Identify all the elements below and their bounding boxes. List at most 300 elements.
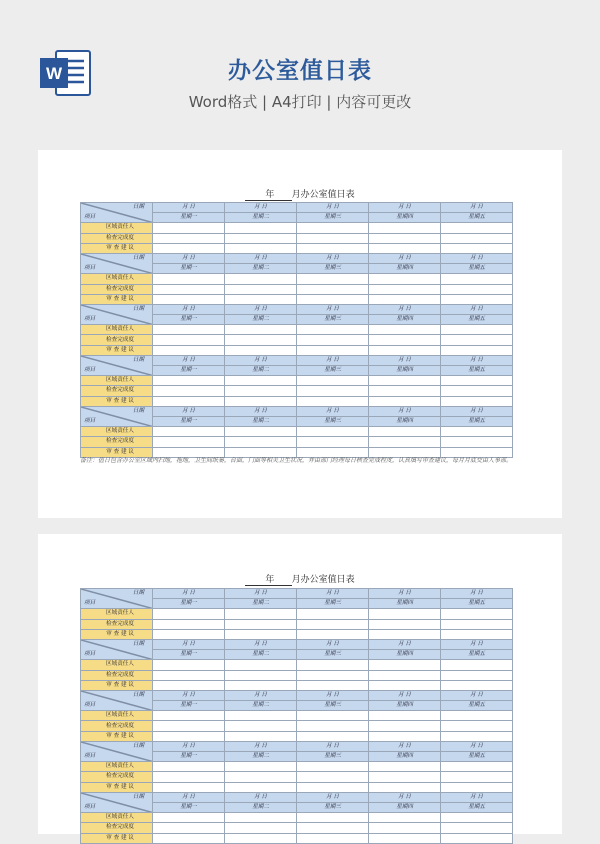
entry-cell[interactable] xyxy=(369,243,441,253)
table-row xyxy=(81,823,513,833)
entry-cell[interactable] xyxy=(297,721,369,731)
entry-cell[interactable] xyxy=(297,223,369,233)
entry-cell[interactable] xyxy=(225,609,297,619)
entry-cell[interactable] xyxy=(297,396,369,406)
date-cell: 月 日 xyxy=(441,253,513,263)
corner-date-label: 日期 xyxy=(132,356,144,363)
table-row xyxy=(81,437,513,447)
entry-cell[interactable] xyxy=(297,660,369,670)
date-row xyxy=(81,203,513,213)
entry-cell[interactable] xyxy=(153,396,225,406)
row-label: 区域责任人 xyxy=(81,711,153,721)
corner-date-label: 日期 xyxy=(132,640,144,647)
row-label: 审 查 建 议 xyxy=(81,680,153,690)
entry-cell[interactable] xyxy=(369,274,441,284)
remark-note: 备注：值日包含办公室区域内扫地，拖地，卫生间纸篓，台面，门面等相关卫生状况，并由部门经理每日核查完成程度，认真填写审查建议，每月月底交由人事部。 xyxy=(80,457,513,464)
weekday-cell: 星期一 xyxy=(153,650,225,660)
entry-cell[interactable] xyxy=(297,711,369,721)
corner-date-label: 日期 xyxy=(132,590,144,596)
entry-cell[interactable] xyxy=(225,274,297,284)
entry-cell[interactable] xyxy=(225,619,297,629)
entry-cell[interactable] xyxy=(153,619,225,629)
date-row xyxy=(81,355,513,365)
date-cell: 月 日 xyxy=(225,304,297,314)
entry-cell[interactable] xyxy=(297,833,369,843)
weekday-cell: 星期二 xyxy=(225,599,297,609)
entry-cell[interactable] xyxy=(441,376,513,386)
entry-cell[interactable] xyxy=(153,345,225,355)
date-cell: 月 日 xyxy=(441,406,513,416)
corner-date-label: 日期 xyxy=(132,793,144,800)
entry-cell[interactable] xyxy=(225,629,297,639)
date-cell: 月 日 xyxy=(441,690,513,700)
entry-cell[interactable] xyxy=(153,233,225,243)
entry-cell[interactable] xyxy=(225,345,297,355)
corner-item-label: 项目 xyxy=(84,651,96,658)
date-cell: 月 日 xyxy=(225,355,297,365)
table-row xyxy=(81,345,513,355)
weekday-cell: 星期五 xyxy=(441,599,513,609)
date-cell: 月 日 xyxy=(369,741,441,751)
corner-date-label: 日期 xyxy=(132,742,144,749)
date-cell: 月 日 xyxy=(369,639,441,649)
entry-cell[interactable] xyxy=(441,762,513,772)
table-row xyxy=(81,274,513,284)
entry-cell[interactable] xyxy=(297,386,369,396)
weekday-cell: 星期二 xyxy=(225,213,297,223)
entry-cell[interactable] xyxy=(225,762,297,772)
entry-cell[interactable] xyxy=(441,233,513,243)
corner-header-cell xyxy=(81,589,153,609)
entry-cell[interactable] xyxy=(225,284,297,294)
entry-cell[interactable] xyxy=(369,386,441,396)
entry-cell[interactable] xyxy=(297,233,369,243)
entry-cell[interactable] xyxy=(441,243,513,253)
weekday-cell: 星期五 xyxy=(441,752,513,762)
corner-date-label: 日期 xyxy=(132,254,144,261)
entry-cell[interactable] xyxy=(369,345,441,355)
entry-cell[interactable] xyxy=(369,294,441,304)
row-label: 审 查 建 议 xyxy=(81,782,153,792)
weekday-cell: 星期三 xyxy=(297,416,369,426)
entry-cell[interactable] xyxy=(153,427,225,437)
entry-cell[interactable] xyxy=(225,223,297,233)
weekday-cell: 星期四 xyxy=(369,213,441,223)
weekday-cell: 星期五 xyxy=(441,315,513,325)
entry-cell[interactable] xyxy=(441,609,513,619)
entry-cell[interactable] xyxy=(297,284,369,294)
table-row xyxy=(81,386,513,396)
entry-cell[interactable] xyxy=(225,427,297,437)
table-row xyxy=(81,294,513,304)
table-row xyxy=(81,721,513,731)
entry-cell[interactable] xyxy=(441,813,513,823)
entry-cell[interactable] xyxy=(369,813,441,823)
entry-cell[interactable] xyxy=(369,782,441,792)
date-cell: 月 日 xyxy=(225,406,297,416)
weekday-cell: 星期一 xyxy=(153,701,225,711)
entry-cell[interactable] xyxy=(297,762,369,772)
entry-cell[interactable] xyxy=(297,731,369,741)
date-row xyxy=(81,639,513,649)
entry-cell[interactable] xyxy=(225,813,297,823)
entry-cell[interactable] xyxy=(225,680,297,690)
entry-cell[interactable] xyxy=(441,619,513,629)
entry-cell[interactable] xyxy=(441,223,513,233)
corner-item-label: 项目 xyxy=(84,316,96,323)
entry-cell[interactable] xyxy=(225,670,297,680)
entry-cell[interactable] xyxy=(369,223,441,233)
weekday-cell: 星期四 xyxy=(369,752,441,762)
entry-cell[interactable] xyxy=(441,427,513,437)
entry-cell[interactable] xyxy=(441,660,513,670)
entry-cell[interactable] xyxy=(441,274,513,284)
table-row xyxy=(81,782,513,792)
entry-cell[interactable] xyxy=(369,325,441,335)
date-cell: 月 日 xyxy=(297,355,369,365)
date-cell: 月 日 xyxy=(297,203,369,213)
date-cell: 月 日 xyxy=(225,253,297,263)
entry-cell[interactable] xyxy=(225,335,297,345)
corner-item-label: 项目 xyxy=(84,214,96,221)
date-row xyxy=(81,589,513,599)
table-row xyxy=(81,396,513,406)
entry-cell[interactable] xyxy=(297,335,369,345)
table-row xyxy=(81,427,513,437)
entry-cell[interactable] xyxy=(297,437,369,447)
entry-cell[interactable] xyxy=(153,823,225,833)
date-cell: 月 日 xyxy=(297,741,369,751)
weekday-cell: 星期三 xyxy=(297,599,369,609)
date-cell: 月 日 xyxy=(297,589,369,599)
entry-cell[interactable] xyxy=(441,629,513,639)
entry-cell[interactable] xyxy=(153,721,225,731)
weekday-cell: 星期一 xyxy=(153,599,225,609)
entry-cell[interactable] xyxy=(153,762,225,772)
date-row xyxy=(81,792,513,802)
table-row xyxy=(81,680,513,690)
entry-cell[interactable] xyxy=(369,233,441,243)
entry-cell[interactable] xyxy=(153,782,225,792)
weekday-cell: 星期三 xyxy=(297,752,369,762)
table-row xyxy=(81,619,513,629)
weekday-cell: 星期二 xyxy=(225,650,297,660)
date-cell: 月 日 xyxy=(369,253,441,263)
row-label: 检查完成度 xyxy=(81,233,153,243)
entry-cell[interactable] xyxy=(153,772,225,782)
corner-header-cell xyxy=(81,639,153,659)
date-row xyxy=(81,304,513,314)
entry-cell[interactable] xyxy=(441,437,513,447)
entry-cell[interactable] xyxy=(441,386,513,396)
entry-cell[interactable] xyxy=(369,629,441,639)
entry-cell[interactable] xyxy=(225,772,297,782)
entry-cell[interactable] xyxy=(441,345,513,355)
entry-cell[interactable] xyxy=(153,670,225,680)
corner-header-cell xyxy=(81,203,153,223)
entry-cell[interactable] xyxy=(297,345,369,355)
date-cell: 月 日 xyxy=(153,690,225,700)
entry-cell[interactable] xyxy=(225,660,297,670)
entry-cell[interactable] xyxy=(153,731,225,741)
date-cell: 月 日 xyxy=(153,589,225,599)
row-label: 检查完成度 xyxy=(81,284,153,294)
corner-item-label: 项目 xyxy=(84,367,96,374)
date-cell: 月 日 xyxy=(441,355,513,365)
entry-cell[interactable] xyxy=(441,823,513,833)
date-cell: 月 日 xyxy=(369,690,441,700)
date-cell: 月 日 xyxy=(153,355,225,365)
entry-cell[interactable] xyxy=(369,619,441,629)
entry-cell[interactable] xyxy=(369,660,441,670)
corner-item-label: 项目 xyxy=(84,418,96,425)
entry-cell[interactable] xyxy=(297,813,369,823)
entry-cell[interactable] xyxy=(369,772,441,782)
weekday-cell: 星期三 xyxy=(297,701,369,711)
corner-header-cell xyxy=(81,304,153,324)
row-label: 区域责任人 xyxy=(81,325,153,335)
corner-date-label: 日期 xyxy=(132,204,144,210)
entry-cell[interactable] xyxy=(369,396,441,406)
entry-cell[interactable] xyxy=(297,670,369,680)
corner-header-cell xyxy=(81,741,153,761)
entry-cell[interactable] xyxy=(225,376,297,386)
table-row xyxy=(81,772,513,782)
row-label: 检查完成度 xyxy=(81,721,153,731)
entry-cell[interactable] xyxy=(441,396,513,406)
entry-cell[interactable] xyxy=(369,376,441,386)
table-row xyxy=(81,243,513,253)
entry-cell[interactable] xyxy=(153,711,225,721)
weekday-cell: 星期五 xyxy=(441,701,513,711)
entry-cell[interactable] xyxy=(441,711,513,721)
weekday-cell: 星期二 xyxy=(225,366,297,376)
document-title: 年 月办公室值日表 xyxy=(38,572,562,586)
entry-cell[interactable] xyxy=(369,609,441,619)
entry-cell[interactable] xyxy=(297,782,369,792)
entry-cell[interactable] xyxy=(297,680,369,690)
corner-header-cell xyxy=(81,792,153,812)
entry-cell[interactable] xyxy=(369,833,441,843)
weekday-cell: 星期五 xyxy=(441,213,513,223)
table-row xyxy=(81,711,513,721)
date-cell: 月 日 xyxy=(441,792,513,802)
date-cell: 月 日 xyxy=(369,304,441,314)
entry-cell[interactable] xyxy=(369,335,441,345)
entry-cell[interactable] xyxy=(441,772,513,782)
weekday-cell: 星期二 xyxy=(225,752,297,762)
entry-cell[interactable] xyxy=(153,274,225,284)
table-row xyxy=(81,660,513,670)
weekday-cell: 星期四 xyxy=(369,264,441,274)
weekday-cell: 星期三 xyxy=(297,802,369,812)
weekday-cell: 星期三 xyxy=(297,650,369,660)
page-subtitle: Word格式 | A4打印 | 内容可更改 xyxy=(188,93,412,111)
entry-cell[interactable] xyxy=(153,833,225,843)
corner-date-label: 日期 xyxy=(132,407,144,414)
entry-cell[interactable] xyxy=(369,680,441,690)
row-label: 区域责任人 xyxy=(81,223,153,233)
weekday-cell: 星期四 xyxy=(369,701,441,711)
entry-cell[interactable] xyxy=(153,629,225,639)
entry-cell[interactable] xyxy=(297,274,369,284)
entry-cell[interactable] xyxy=(225,782,297,792)
corner-date-label: 日期 xyxy=(132,305,144,312)
row-label: 审 查 建 议 xyxy=(81,294,153,304)
date-cell: 月 日 xyxy=(369,203,441,213)
entry-cell[interactable] xyxy=(225,386,297,396)
row-label: 审 查 建 议 xyxy=(81,345,153,355)
entry-cell[interactable] xyxy=(225,731,297,741)
row-label: 检查完成度 xyxy=(81,619,153,629)
date-cell: 月 日 xyxy=(441,304,513,314)
entry-cell[interactable] xyxy=(369,437,441,447)
row-label: 区域责任人 xyxy=(81,660,153,670)
row-label: 检查完成度 xyxy=(81,670,153,680)
row-label: 审 查 建 议 xyxy=(81,243,153,253)
entry-cell[interactable] xyxy=(153,609,225,619)
entry-cell[interactable] xyxy=(153,223,225,233)
entry-cell[interactable] xyxy=(225,325,297,335)
entry-cell[interactable] xyxy=(297,629,369,639)
date-cell: 月 日 xyxy=(153,792,225,802)
row-label: 检查完成度 xyxy=(81,335,153,345)
corner-item-label: 项目 xyxy=(84,702,96,709)
document-page-2 xyxy=(38,534,562,841)
entry-cell[interactable] xyxy=(153,813,225,823)
weekday-cell: 星期三 xyxy=(297,315,369,325)
entry-cell[interactable] xyxy=(297,294,369,304)
weekday-cell: 星期四 xyxy=(369,599,441,609)
table-row xyxy=(81,833,513,843)
date-cell: 月 日 xyxy=(297,406,369,416)
table-row xyxy=(81,325,513,335)
entry-cell[interactable] xyxy=(369,670,441,680)
duty-table xyxy=(80,588,513,844)
date-cell: 月 日 xyxy=(441,589,513,599)
entry-cell[interactable] xyxy=(153,325,225,335)
weekday-cell: 星期二 xyxy=(225,416,297,426)
entry-cell[interactable] xyxy=(441,721,513,731)
date-cell: 月 日 xyxy=(441,639,513,649)
corner-header-cell xyxy=(81,253,153,273)
date-cell: 月 日 xyxy=(441,203,513,213)
table-row xyxy=(81,223,513,233)
entry-cell[interactable] xyxy=(369,731,441,741)
entry-cell[interactable] xyxy=(441,325,513,335)
entry-cell[interactable] xyxy=(369,762,441,772)
document-page-1 xyxy=(38,150,562,518)
entry-cell[interactable] xyxy=(153,437,225,447)
entry-cell[interactable] xyxy=(441,670,513,680)
entry-cell[interactable] xyxy=(153,335,225,345)
corner-header-cell xyxy=(81,690,153,710)
entry-cell[interactable] xyxy=(297,619,369,629)
row-label: 检查完成度 xyxy=(81,437,153,447)
entry-cell[interactable] xyxy=(441,731,513,741)
date-cell: 月 日 xyxy=(225,690,297,700)
entry-cell[interactable] xyxy=(225,294,297,304)
entry-cell[interactable] xyxy=(441,782,513,792)
page-title: 办公室值日表 xyxy=(228,58,372,84)
date-cell: 月 日 xyxy=(297,690,369,700)
row-label: 区域责任人 xyxy=(81,762,153,772)
entry-cell[interactable] xyxy=(153,376,225,386)
entry-cell[interactable] xyxy=(297,325,369,335)
entry-cell[interactable] xyxy=(225,711,297,721)
weekday-cell: 星期二 xyxy=(225,315,297,325)
date-cell: 月 日 xyxy=(369,792,441,802)
entry-cell[interactable] xyxy=(225,396,297,406)
entry-cell[interactable] xyxy=(369,711,441,721)
table-row xyxy=(81,376,513,386)
row-label: 审 查 建 议 xyxy=(81,833,153,843)
row-label: 审 查 建 议 xyxy=(81,447,153,457)
entry-cell[interactable] xyxy=(441,833,513,843)
weekday-cell: 星期四 xyxy=(369,366,441,376)
word-icon-letter: W xyxy=(45,64,63,83)
entry-cell[interactable] xyxy=(369,721,441,731)
weekday-cell: 星期一 xyxy=(153,264,225,274)
row-label: 检查完成度 xyxy=(81,772,153,782)
row-label: 区域责任人 xyxy=(81,813,153,823)
entry-cell[interactable] xyxy=(225,721,297,731)
weekday-cell: 星期二 xyxy=(225,802,297,812)
entry-cell[interactable] xyxy=(153,660,225,670)
entry-cell[interactable] xyxy=(153,294,225,304)
entry-cell[interactable] xyxy=(225,823,297,833)
entry-cell[interactable] xyxy=(225,233,297,243)
entry-cell[interactable] xyxy=(441,284,513,294)
table-row xyxy=(81,762,513,772)
corner-header-cell xyxy=(81,406,153,426)
entry-cell[interactable] xyxy=(369,823,441,833)
corner-item-label: 项目 xyxy=(84,753,96,760)
row-label: 区域责任人 xyxy=(81,609,153,619)
entry-cell[interactable] xyxy=(153,386,225,396)
entry-cell[interactable] xyxy=(369,284,441,294)
date-cell: 月 日 xyxy=(225,741,297,751)
entry-cell[interactable] xyxy=(225,833,297,843)
date-cell: 月 日 xyxy=(297,253,369,263)
entry-cell[interactable] xyxy=(153,284,225,294)
weekday-cell: 星期一 xyxy=(153,213,225,223)
date-cell: 月 日 xyxy=(153,203,225,213)
entry-cell[interactable] xyxy=(441,335,513,345)
date-cell: 月 日 xyxy=(369,406,441,416)
table-row xyxy=(81,731,513,741)
entry-cell[interactable] xyxy=(153,243,225,253)
date-cell: 月 日 xyxy=(153,639,225,649)
entry-cell[interactable] xyxy=(297,772,369,782)
entry-cell[interactable] xyxy=(297,427,369,437)
row-label: 审 查 建 议 xyxy=(81,396,153,406)
entry-cell[interactable] xyxy=(225,437,297,447)
entry-cell[interactable] xyxy=(225,243,297,253)
entry-cell[interactable] xyxy=(441,680,513,690)
weekday-cell: 星期五 xyxy=(441,416,513,426)
entry-cell[interactable] xyxy=(153,680,225,690)
weekday-cell: 星期三 xyxy=(297,366,369,376)
entry-cell[interactable] xyxy=(297,243,369,253)
entry-cell[interactable] xyxy=(297,609,369,619)
date-cell: 月 日 xyxy=(153,304,225,314)
entry-cell[interactable] xyxy=(297,823,369,833)
entry-cell[interactable] xyxy=(369,427,441,437)
entry-cell[interactable] xyxy=(297,376,369,386)
weekday-cell: 星期一 xyxy=(153,752,225,762)
entry-cell[interactable] xyxy=(441,294,513,304)
